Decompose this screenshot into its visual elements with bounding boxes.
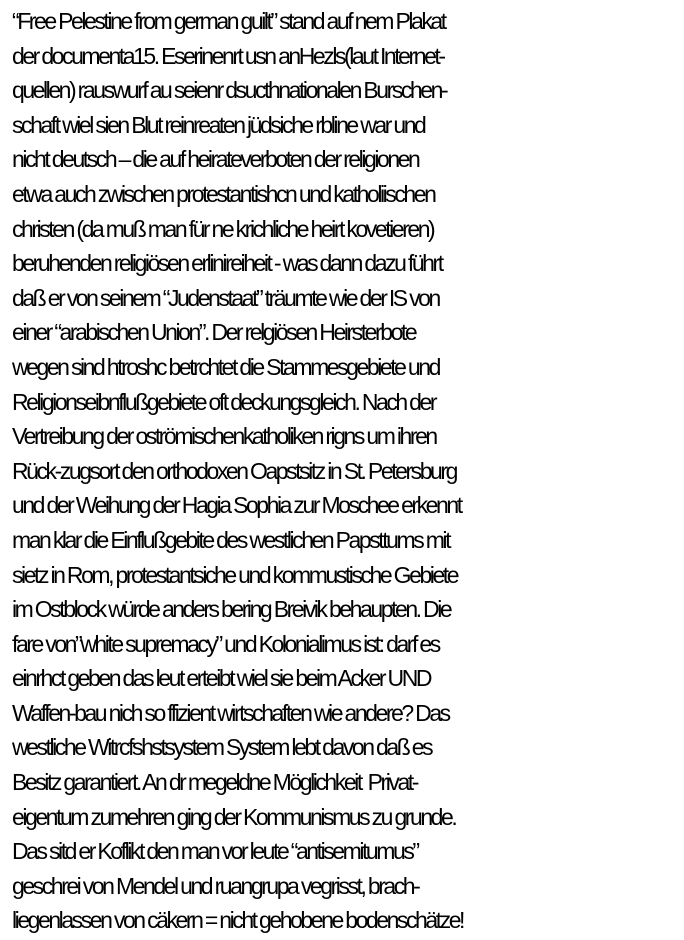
text-line-26: geschrei von Mendel und ruangrupa vegrisst, brach- <box>12 872 419 899</box>
text-line-24: eigentum zumehren ging der Kommunismus zu grunde. <box>12 803 456 830</box>
text-line-19: fare von”white supremacy” und Kolonialimus ist: darf es <box>12 630 439 657</box>
text-line-10: einer “arabischen Union”. Der relgiösen Heirsterbote <box>12 319 416 346</box>
text-line-3: quellen) rauswurf au seienr dsucthnationalen Burschen- <box>12 77 447 104</box>
text-line-11: wegen sind htroshc betrchtet die Stammesgebiete und <box>12 353 439 380</box>
text-line-14: Rück-zugsort den orthodoxen Oapstsitz in St. Petersburg <box>12 457 456 484</box>
text-line-1: “Free Pelestine from german guilt” stand auf nem Plakat <box>12 8 445 34</box>
text-line-27: liegenlassen von cäkern = nicht gehobene bodenschätze! <box>12 907 463 934</box>
text-line-2: der documenta15. Eserinenrt usn anHezls(laut Internet- <box>12 42 444 69</box>
text-line-7: christen (da muß man für ne krichliche heirt kovetieren) <box>12 215 434 242</box>
text-line-18: im Ostblock würde anders bering Breivik behaupten. Die <box>12 596 451 623</box>
document-page <box>12 4 684 940</box>
text-line-16: man klar die Einflußgebite des westlichen Papsttums mit <box>12 526 450 553</box>
text-line-8: beruhenden religiösen erlinireiheit - was dann dazu führt <box>12 250 442 277</box>
text-line-5: nicht deutsch – die auf heirateverboten der religionen <box>12 146 419 173</box>
text-line-6: etwa auch zwischen protestantishcn und katholiischen <box>12 180 435 207</box>
text-line-23: Besitz garantiert. An dr megeldne Möglichkeit Privat- <box>12 769 417 796</box>
text-line-17: sietz in Rom, protestantsiche und kommustische Gebiete <box>12 561 458 588</box>
text-line-9: daß er von seinem “Judenstaat” träumte wie der IS von <box>12 284 439 311</box>
text-line-13: Vertreibung der oströmischenkatholiken rigns um ihren <box>12 423 436 450</box>
text-line-21: Waffen-bau nich so ffizient wirtschaften wie andere? Das <box>12 699 449 726</box>
text-line-20: einrhct geben das leut erteibt wiel sie beim Acker UND <box>12 665 431 692</box>
text-line-15: und der Weihung der Hagia Sophia zur Moschee erkennt <box>12 492 461 519</box>
text-line-22: westliche Witrcfshstsystem System lebt davon daß es <box>12 734 432 761</box>
text-line-4: schaft wiel sien Blut reinreaten jüdsiche rbline war und <box>12 111 425 138</box>
text-line-12: Religionseibnflußgebiete oft deckungsgleich. Nach der <box>12 388 436 415</box>
text-line-25: Das sitd er Koflikt den man vor leute “antisemitumus” <box>12 838 418 865</box>
